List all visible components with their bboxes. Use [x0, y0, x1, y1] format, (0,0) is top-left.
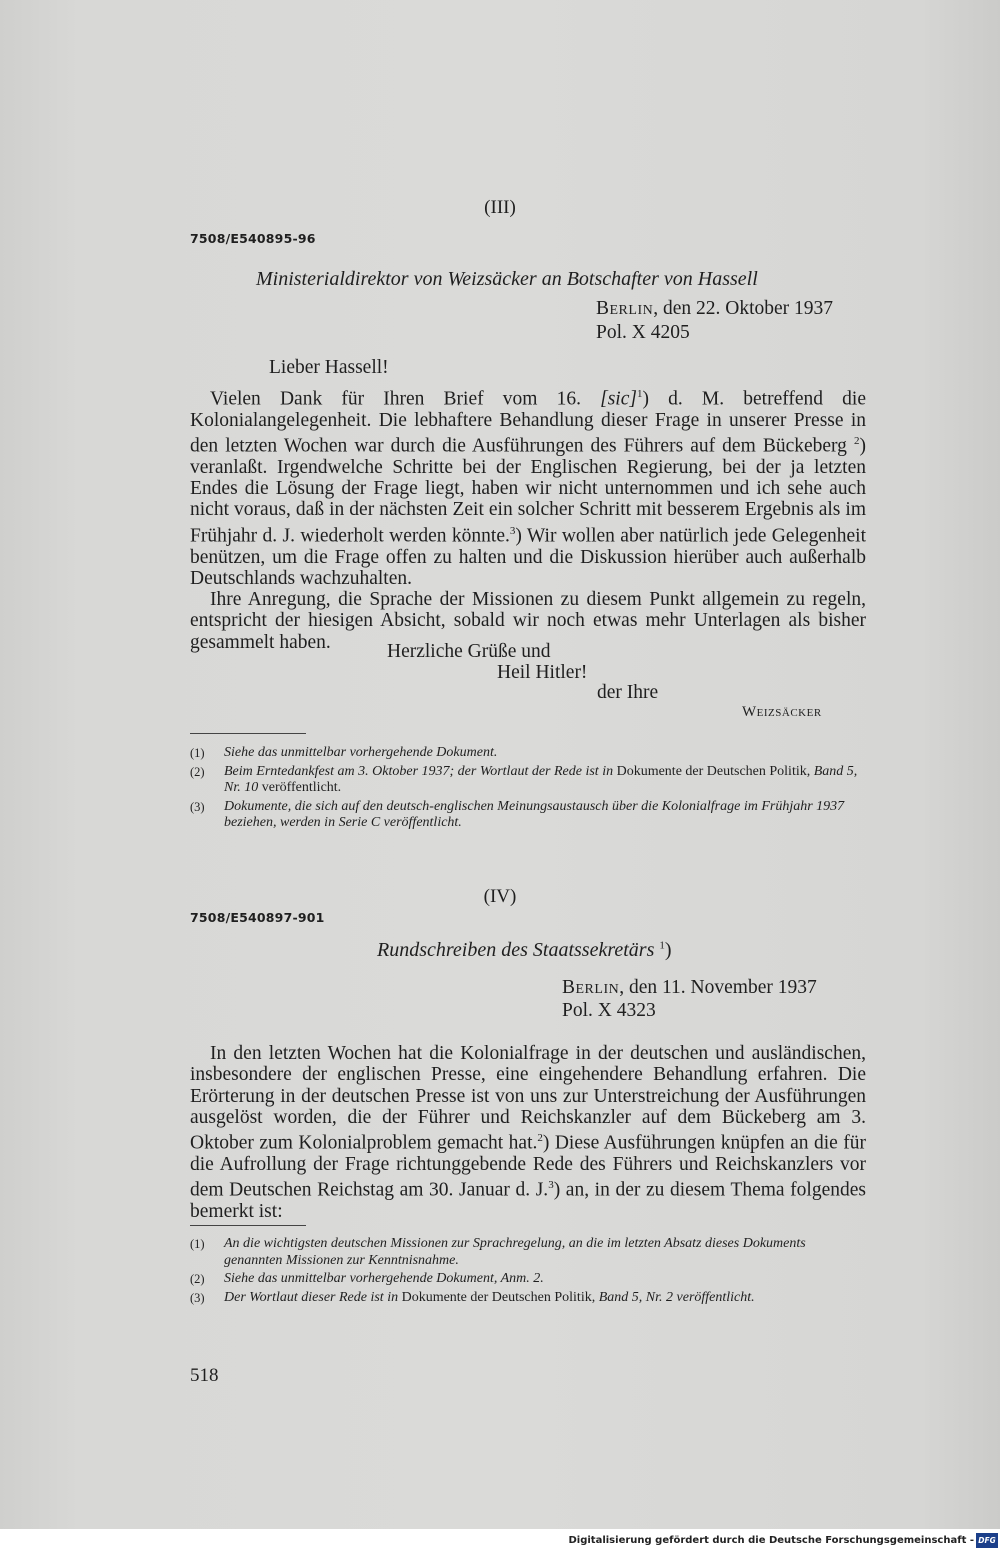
circular-body [190, 1043, 866, 1222]
footnote: (3) Der Wortlaut dieser Rede ist in Dokumente der Deutschen Politik, Band 5, Nr. 2 veröffentlicht. [190, 1289, 755, 1305]
paragraph: Vielen Dank für Ihren Brief vom 16. [sic]$^1$) d. M. betreffend die Kolonialangelegenheit. Die lebhaftere Behandlung dieser Frage in unserer Presse in den letzten Wochen war durch die Ausführungen des Führers auf dem Bückeberg $^2$) veranlaßt. Irgendwelche Schritte bei der Englischen Regierung, bei der ja letzten Endes die Lösung der Frage liegt, haben wir nicht unternommen und ich sehe auch nicht voraus, daß in der nächsten Zeit ein solcher Schritt mit besserem Ergebnis als im Frühjahr d. J. wiederholt werden könnte.$^3$) Wir wollen aber natürlich jede Gelegenheit benützen, um die Frage offen zu halten und die Diskussion hierüber auch außerhalb Deutschlands wachzuhalten. [190, 388, 866, 589]
page-number: 518 [190, 1365, 219, 1386]
footnote: (2) Siehe das unmittelbar vorhergehende Dokument, Anm. 2. [190, 1271, 544, 1286]
footnote-ref: 1 [659, 939, 665, 952]
document-number: (IV) [483, 886, 517, 907]
footnote-divider [190, 1225, 306, 1226]
file-code: 7508/E540895-96 [190, 231, 316, 246]
document-heading: Rundschreiben des Staatssekretärs $^1$) [377, 939, 672, 961]
footnote-ref: 3 [548, 1179, 554, 1192]
footnote: (3) Dokumente, die sich auf den deutsch-englischen Meinungsaustausch über die Kolonialfrage im Frühjahr 1937 beziehen, werden in Serie C veröffentlicht. [190, 798, 845, 830]
place-name: Berlin [596, 298, 654, 319]
footnote-list [190, 745, 866, 834]
date: , den 11. November 1937 [619, 977, 817, 998]
dfg-logo-icon: DFG [976, 1533, 998, 1548]
closing-line: Herzliche Grüße und [387, 641, 551, 662]
closing-line: Heil Hitler! [497, 662, 588, 683]
footnote-list [190, 1236, 866, 1308]
paragraph: Ihre Anregung, die Sprache der Missionen zu diesem Punkt allgemein zu regeln, entspricht der hiesigen Absicht, sobald wir noch etwas mehr Unterlagen als bisher gesammelt haben. [190, 589, 866, 653]
footnote-divider [190, 733, 306, 734]
salutation: Lieber Hassell! [269, 357, 389, 378]
funding-credit: Digitalisierung gefördert durch die Deutsche Forschungsgemeinschaft - [568, 1535, 974, 1546]
place-date [562, 977, 817, 999]
date: , den 22. Oktober 1937 [653, 298, 834, 319]
footnote-ref: 2 [537, 1132, 543, 1145]
letter-body [190, 384, 866, 653]
footnote-ref: 2 [854, 435, 860, 448]
sic-mark: [sic] [600, 388, 637, 410]
document-heading: Ministerialdirektor von Weizsäcker an Botschafter von Hassell [256, 268, 758, 290]
footnote-ref: 1 [636, 388, 643, 400]
closing-line: der Ihre [597, 682, 659, 703]
footnote: (2) Beim Erntedankfest am 3. Oktober 1937; der Wortlaut der Rede ist in Dokumente der Deutschen Politik, Band 5, Nr. 10 veröffentlicht. [190, 763, 858, 795]
place-name: Berlin [562, 977, 620, 998]
file-code: 7508/E540897-901 [190, 910, 325, 925]
footnote: (1) An die wichtigsten deutschen Missionen zur Sprachregelung, an die im letzten Absatz dieses Dokuments genannten Missionen zur Kenntnisnahme. [190, 1236, 806, 1268]
signature: Weizsäcker [742, 704, 822, 720]
place-date [596, 298, 833, 320]
document-number: (III) [484, 197, 516, 218]
footnote-ref: 3 [509, 524, 516, 537]
footnote: (1) Siehe das unmittelbar vorhergehende Dokument. [190, 745, 498, 760]
paragraph: In den letzten Wochen hat die Kolonialfrage in der deutschen und ausländischen, insbesondere der englischen Presse, eine eingehendere Behandlung erfahren. Die Erörterung in der deutschen Presse ist von uns zur Unterstreichung der Ausführungen ausgelöst worden, die der Führer und Reichskanzler auf dem Bückeberg am 3. Oktober zum Kolonialproblem gemacht hat.$^2$) Diese Ausführungen knüpfen an die für die Aufrollung der Frage richtunggebende Rede des Führers und Reichskanzlers vor dem Deutschen Reichstag am 30. Januar d. J.$^3$) an, in der zu diesem Thema folgendes bemerkt ist: [190, 1043, 867, 1223]
reference-number: Pol. X 4205 [596, 322, 690, 343]
reference-number: Pol. X 4323 [562, 1000, 656, 1021]
